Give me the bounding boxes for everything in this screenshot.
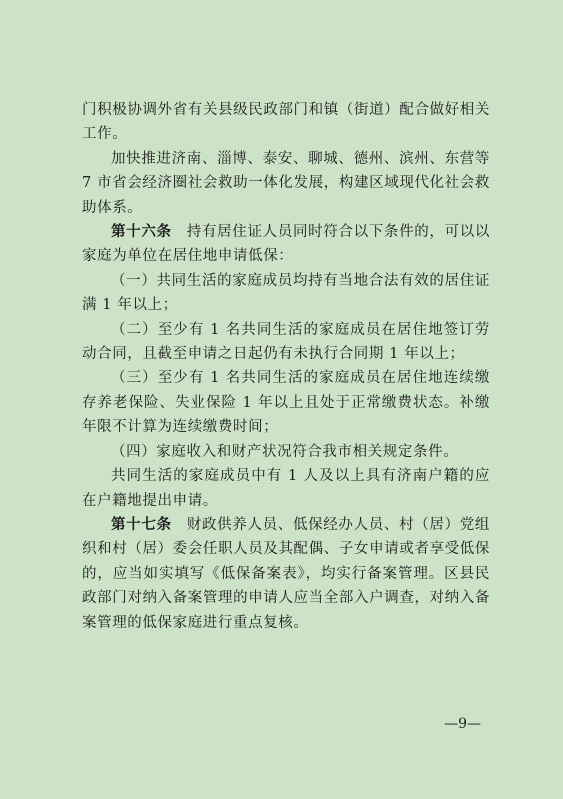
paragraph-text: （二）至少有 1 名共同生活的家庭成员在居住地签订劳动合同，且截至申请之日起仍有未执行合同期 1 年以上；	[82, 321, 490, 363]
article-16	[82, 220, 490, 269]
article-17	[82, 513, 490, 635]
condition-2	[82, 318, 490, 367]
article-heading: 第十六条	[111, 223, 172, 241]
condition-3	[82, 366, 490, 439]
page-number: —9—	[444, 716, 481, 732]
condition-4	[82, 440, 490, 464]
article-heading: 第十七条	[111, 515, 172, 533]
paragraph-text: 加快推进济南、淄博、泰安、聊城、德州、滨州、东营等 7 市省会经济圈社会救助一体化发展，构建区域现代化社会救助体系。	[82, 150, 490, 216]
paragraph-1	[82, 98, 490, 147]
document-body	[82, 98, 490, 635]
paragraph-text: 财政供养人员、低保经办人员、村（居）党组织和村（居）委会任职人员及其配偶、子女申请或者享受低保的，应当如实填写《低保备案表》，均实行备案管理。区县民政部门对纳入备案管理的申请人应当全部入户调查，对纳入备案管理的低保家庭进行重点复核。	[82, 516, 490, 631]
paragraph-text: 持有居住证人员同时符合以下条件的，可以以家庭为单位在居住地申请低保：	[82, 224, 490, 265]
paragraph-text: 共同生活的家庭成员中有 1 人及以上具有济南户籍的应在户籍地提出申请。	[82, 468, 490, 509]
paragraph-household	[82, 464, 490, 513]
condition-1	[82, 269, 490, 318]
paragraph-text: （四）家庭收入和财产状况符合我市相关规定条件。	[111, 443, 459, 460]
paragraph-text: （一）共同生活的家庭成员均持有当地合法有效的居住证满 1 年以上；	[82, 272, 490, 314]
paragraph-2	[82, 147, 490, 220]
paragraph-text: （三）至少有 1 名共同生活的家庭成员在居住地连续缴存养老保险、失业保险 1 年以上且处于正常缴费状态。补缴年限不计算为连续缴费时间；	[82, 370, 490, 436]
paragraph-text: 门积极协调外省有关县级民政部门和镇（街道）配合做好相关工作。	[82, 102, 490, 143]
